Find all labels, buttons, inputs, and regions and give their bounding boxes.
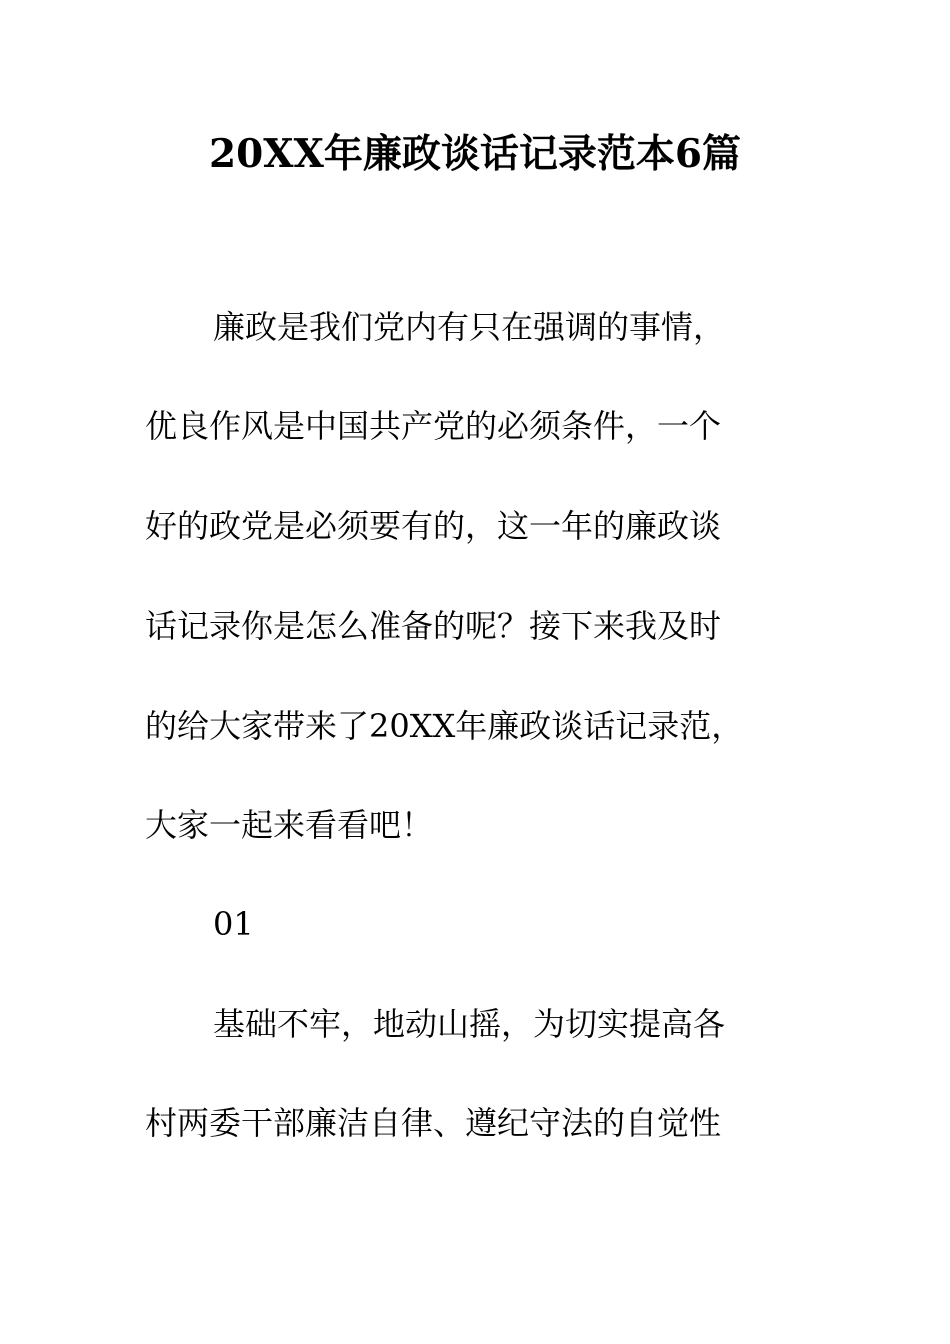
paragraph-line-4: 话记录你是怎么准备的呢？接下来我及时 <box>145 607 722 645</box>
section-number: 01 <box>213 905 254 943</box>
paragraph-line-8: 村两委干部廉洁自律、遵纪守法的自觉性 <box>145 1104 722 1142</box>
paragraph-line-5: 的给大家带来了20XX年廉政谈话记录范， <box>145 707 744 745</box>
document-title: 20XX年廉政谈话记录范本6篇 <box>209 131 741 177</box>
paragraph-line-3: 好的政党是必须要有的，这一年的廉政谈 <box>145 507 722 545</box>
paragraph-line-6: 大家一起来看看吧！ <box>145 806 434 844</box>
paragraph-line-2: 优良作风是中国共产党的必须条件，一个 <box>145 407 722 445</box>
paragraph-line-7: 基础不牢，地动山摇，为切实提高各 <box>213 1005 726 1043</box>
paragraph-line-1: 廉政是我们党内有只在强调的事情， <box>213 308 726 346</box>
